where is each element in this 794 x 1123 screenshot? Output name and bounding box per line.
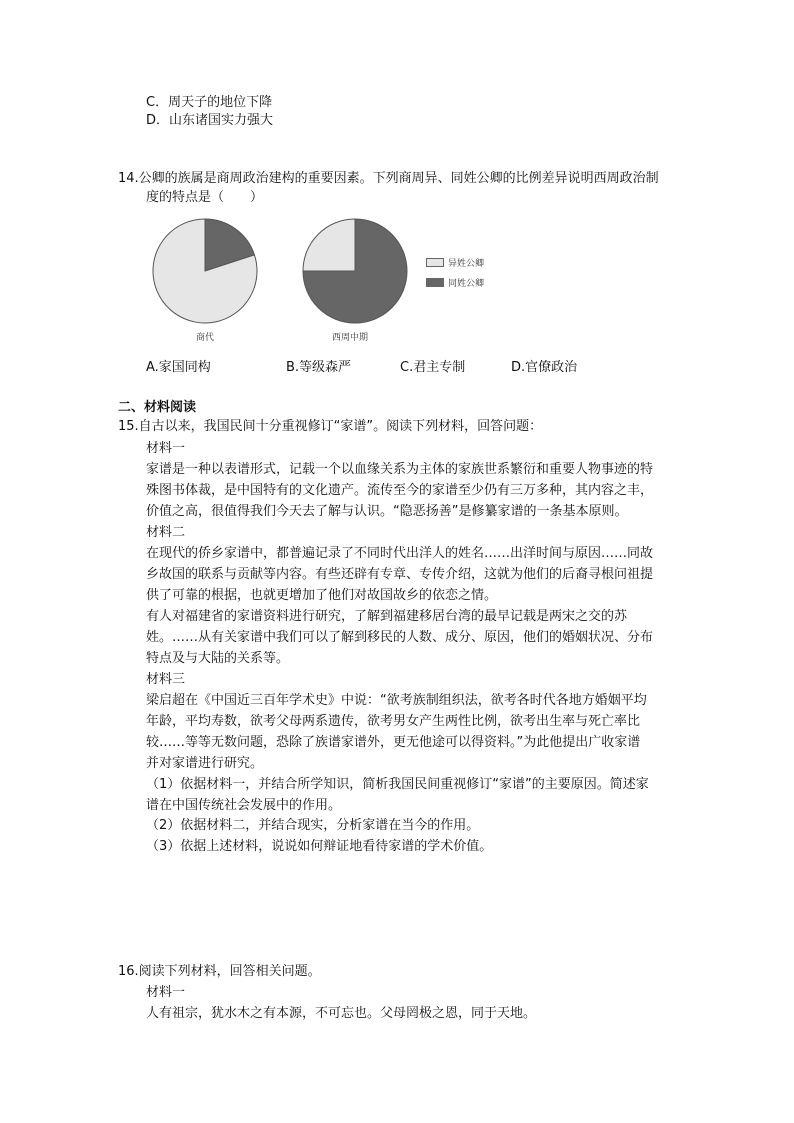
q15-material2-line6: 特点及与大陆的关系等。: [146, 651, 290, 666]
q15-question1-line2: 谱在中国传统社会发展中的作用。: [146, 798, 342, 813]
pie-label-shang: 商代: [196, 333, 215, 343]
q15-material3-line1: 梁启超在《中国近三百年学术史》中说：“欲考族制组织法，欲考各时代各地方婚姻平均: [146, 693, 647, 708]
q15-material1-line2: 殊图书体裁，是中国特有的文化遗产。流传至今的家谱至少仍有三万多种，其内容之丰，: [146, 483, 654, 498]
q15-question1-line1: （1）依据材料一，并结合所学知识，简析我国民间重视修订“家谱”的主要原因。简述家: [146, 777, 649, 792]
q15-material3-line3: 较……等等无数问题，恐除了族谱家谱外，更无他途可以得资料。”为此他提出广收家谱: [146, 735, 641, 750]
q15-material2-title: 材料二: [146, 525, 186, 540]
q14-option-d: D.官僚政治: [511, 360, 578, 375]
q15-material2-line2: 乡故国的联系与贡献等内容。有些还辟有专章、专传介绍，这就为他们的后裔寻根问祖提: [146, 567, 654, 582]
q15-material3-line4: 并对家谱进行研究。: [146, 756, 264, 771]
q15-material2-line4: 有人对福建省的家谱资料进行研究，了解到福建移居台湾的最早记载是两宋之交的苏: [146, 609, 628, 624]
q14-stem-line2: 度的特点是（ ）: [146, 190, 264, 205]
q16-material1-title: 材料一: [146, 985, 186, 1000]
q13-option-d: D．山东诸国实力强大: [146, 113, 274, 128]
q15-material1-line1: 家谱是一种以表谱形式，记载一个以血缘关系为主体的家族世系繁衍和重要人物事迹的特: [146, 462, 654, 477]
q15-intro: 15.自古以来，我国民间十分重视修订“家谱”。阅读下列材料，回答问题：: [118, 419, 543, 434]
legend-label-yixing: 异姓公卿: [448, 259, 485, 269]
q16-material1-line1: 人有祖宗，犹水木之有本源，不可忘也。父母罔极之恩，同于天地。: [146, 1006, 537, 1021]
pie-chart-figure: [150, 214, 510, 344]
q13-option-c: C．周天子的地位下降: [146, 95, 273, 110]
pie-label-xizhou: 西周中期: [332, 333, 369, 343]
q15-material2-line1: 在现代的侨乡家谱中，都普遍记录了不同时代出洋人的姓名……出洋时间与原因……同故: [146, 546, 654, 561]
legend-label-tongxing: 同姓公卿: [448, 279, 485, 289]
legend-swatch-tongxing: [426, 278, 444, 287]
q14-option-c: C.君主专制: [400, 360, 466, 375]
q14-stem-line1: 14.公卿的族属是商周政治建构的重要因素。下列商周异、同姓公卿的比例差异说明西周政治制: [118, 171, 659, 186]
q15-question3: （3）依据上述材料，说说如何辩证地看待家谱的学术价值。: [146, 839, 493, 854]
q14-option-b: B.等级森严: [286, 360, 352, 375]
pie-xizhou-slice-yixing: [303, 219, 355, 271]
q15-material1-line3: 价值之高，很值得我们今天去了解与认识。“隐恶扬善”是修纂家谱的一条基本原则。: [146, 504, 628, 519]
q15-material2-line3: 供了可靠的根据，也就更增加了他们对故国故乡的依恋之情。: [146, 588, 498, 603]
q15-material1-title: 材料一: [146, 441, 186, 456]
q15-material3-line2: 年龄，平均寿数，欲考父母两系遗传，欲考男女产生两性比例，欲考出生率与死亡率比: [146, 714, 641, 729]
q15-question2: （2）依据材料二，并结合现实，分析家谱在当今的作用。: [146, 818, 480, 833]
q16-intro: 16.阅读下列材料，回答相关问题。: [118, 964, 321, 979]
q15-material2-line5: 姓。……从有关家谱中我们可以了解到移民的人数、成分、原因，他们的婚姻状况、分布: [146, 630, 654, 645]
section-title: 二、材料阅读: [118, 400, 197, 415]
q14-option-a: A.家国同构: [146, 360, 211, 375]
q15-material3-title: 材料三: [146, 672, 186, 687]
legend-swatch-yixing: [426, 258, 444, 267]
